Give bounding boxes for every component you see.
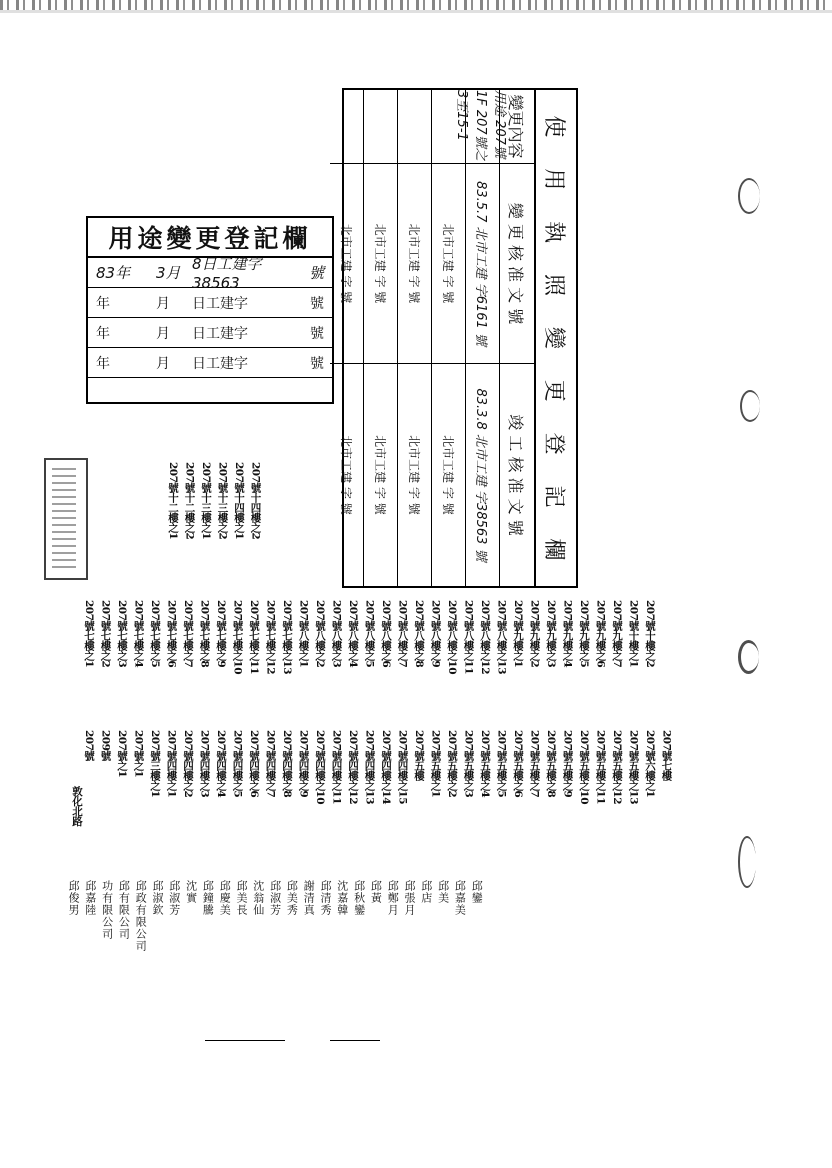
address-entry: 207號七樓之3 [116, 600, 128, 668]
address-entry: 207號八樓之3 [330, 600, 343, 668]
address-entry: 207號八樓之12 [479, 600, 491, 675]
table-row: 北市工建 字 號 北市工建 字 號 [363, 90, 397, 586]
owner-name: 沈嘉韓 [335, 880, 349, 916]
address-entry: 207號十二樓之2 [183, 462, 196, 540]
owner-name: 沈實 [184, 880, 198, 904]
owner-name: 邱俊男 [67, 880, 80, 916]
registration-box-title: 用途變更登記欄 [88, 218, 332, 258]
address-entry: 207號九樓之5 [578, 600, 590, 668]
scan-mark [740, 390, 760, 422]
owner-name: 邱有限公司 [117, 880, 131, 940]
address-entry: 207號四樓之5 [231, 730, 244, 798]
address-entry: 207號七樓之9 [215, 600, 227, 668]
address-entry: 207號八樓之1 [297, 600, 310, 668]
address-entry: 207號四樓之3 [198, 730, 211, 798]
address-entry: 207號七樓之8 [198, 600, 211, 668]
address-entry: 207號八樓之2 [314, 600, 326, 668]
address-entry: 207號十二樓之1 [167, 462, 179, 540]
address-entry: 207號四樓之11 [330, 730, 343, 805]
address-entry: 207號十四樓之1 [233, 462, 245, 540]
address-entry: 207號八樓之8 [413, 600, 425, 668]
address-entry: 207號八樓之10 [446, 600, 458, 675]
address-entry: 207號八樓之9 [429, 600, 442, 668]
license-change-table [339, 88, 578, 588]
header-completion-approval: 竣 工 核 准 文 號 [506, 414, 526, 536]
registration-row: 年 月 日工建字 號 [88, 288, 332, 318]
table-row: 北市工建 字 號 北市工建 字 號 [330, 90, 363, 586]
owner-name: 邱張月 [403, 880, 416, 916]
owner-name: 邱鑾 [470, 880, 484, 904]
address-entry: 207號八樓之5 [363, 600, 376, 668]
address-entry: 207號九樓之7 [611, 600, 623, 668]
owner-name: 邱淑欽 [151, 880, 164, 916]
address-entry: 207號七樓之2 [99, 600, 112, 668]
license-table-header [499, 90, 534, 586]
address-entry: 207號四樓之1 [165, 730, 178, 798]
address-entry: 207號八樓之7 [396, 600, 409, 668]
scan-mark [738, 178, 760, 214]
address-entry: 207號五樓之8 [545, 730, 557, 798]
address-entry: 207號五樓之10 [578, 730, 590, 805]
address-entry: 207號六樓之1 [644, 730, 656, 798]
address-entry: 207號八樓之4 [347, 600, 359, 668]
address-entry: 207號五樓 [413, 730, 425, 781]
address-entry: 207號五樓之7 [528, 730, 541, 798]
registration-row-empty [88, 378, 332, 408]
address-entry: 207號十樓之2 [644, 600, 656, 668]
header-change-approval: 變 更 核 准 文 號 [500, 164, 534, 364]
registration-row: 年 月 日工建字 號 [88, 318, 332, 348]
address-entry: 207號五樓之3 [462, 730, 475, 798]
owner-name: 謝清真 [302, 880, 316, 916]
address-entry: 207號十三樓之1 [200, 462, 212, 540]
address-street-header: 敦化北路 [71, 786, 83, 826]
owner-name: 邱黃 [369, 880, 383, 904]
address-entry: 207號十三樓之2 [216, 462, 229, 540]
owner-name: 邱淑芳 [268, 880, 282, 916]
address-entry: 207號四樓之7 [264, 730, 277, 798]
scan-mark [738, 640, 759, 674]
address-entry: 207號四樓之12 [347, 730, 359, 805]
address-entry: 207號九樓之6 [594, 600, 607, 668]
table-row: 北市工建 字 號 北市工建 字 號 [397, 90, 431, 586]
owner-name: 邱鄭月 [386, 880, 400, 916]
owner-name: 邱嘉美 [453, 880, 467, 916]
official-seal-stamp [44, 458, 88, 580]
address-entry: 207號七樓之7 [182, 600, 194, 668]
address-entry: 207號四樓之10 [314, 730, 326, 805]
address-entry: 207號八樓之13 [495, 600, 508, 675]
owner-name: 邱清秀 [319, 880, 332, 916]
address-entry: 207號四樓之8 [281, 730, 293, 798]
owner-name: 邱嘉陸 [83, 880, 97, 916]
scan-edge-noise [0, 0, 832, 10]
owner-name: 功有限公司 [100, 880, 114, 940]
address-entry: 207號 [83, 730, 95, 761]
address-entry: 207號五樓之11 [594, 730, 607, 805]
address-entry: 207號五樓之4 [479, 730, 491, 798]
address-entry: 207號五樓之9 [561, 730, 574, 798]
reg-month: 3月 [156, 264, 181, 282]
address-entry: 207號四樓之14 [380, 730, 392, 805]
owner-name: 邱店 [419, 880, 433, 904]
address-entry: 207號七樓之5 [149, 600, 161, 668]
address-entry: 207號七樓之1 [83, 600, 95, 668]
scan-line [205, 1040, 285, 1041]
address-entry: 207號之1 [132, 730, 145, 778]
reg-year: 83年 [96, 264, 131, 282]
address-entry: 207號七樓 [660, 730, 673, 781]
owner-name: 邱美 [436, 880, 450, 904]
address-entry: 207號八樓之6 [380, 600, 392, 668]
address-entry: 207號十四樓之2 [249, 462, 262, 540]
owner-name: 邱慶美 [218, 880, 232, 916]
address-entry: 207號九樓之3 [545, 600, 557, 668]
address-entry: 207號四樓之13 [363, 730, 376, 805]
owner-name: 邱政有限公司 [134, 880, 148, 952]
address-entry: 207號四樓之6 [248, 730, 260, 798]
usage-change-registration-box [86, 216, 334, 404]
address-entry: 207號七樓之12 [264, 600, 277, 675]
address-entry: 207號五樓之1 [429, 730, 442, 798]
scan-edge-shadow [0, 10, 832, 13]
address-entry: 209號 [99, 730, 112, 761]
row-change-no: 83.5.7 北市工建 字6161 號 [466, 164, 499, 364]
address-entry: 207號五樓之2 [446, 730, 458, 798]
address-entry: 207號四樓之15 [396, 730, 409, 805]
address-entry: 207號七樓之13 [281, 600, 293, 675]
scan-line [330, 1040, 380, 1041]
address-entry: 207號十樓之1 [627, 600, 640, 668]
address-entry: 207號七樓之6 [165, 600, 178, 668]
address-entry: 207號八樓之11 [462, 600, 475, 675]
license-change-table-wrapper [339, 88, 578, 588]
address-entry: 207號九樓之1 [512, 600, 524, 668]
row-content: 用途 207號1F 207號之3至15-1 [466, 90, 499, 164]
table-row: 北市工建 字 號 北市工建 字 號 [431, 90, 465, 586]
license-table-title: 使 用 執 照 變 更 登 記 欄 [534, 90, 576, 586]
address-entry: 207號四樓之2 [182, 730, 194, 798]
header-change-content: 變更內容 [500, 90, 534, 164]
registration-row [88, 255, 332, 292]
address-entry: 207號五樓之6 [512, 730, 524, 798]
address-entry: 207號之1 [116, 730, 128, 778]
address-entry: 207號九樓之4 [561, 600, 574, 668]
registration-row: 年 月 日工建字 號 [88, 348, 332, 378]
owner-name: 沈翁仙 [251, 880, 265, 916]
reg-suffix: 號 [308, 264, 324, 282]
owner-name: 邱美秀 [285, 880, 299, 916]
address-entry: 207號五樓之13 [627, 730, 640, 805]
address-entry: 207號四樓之9 [297, 730, 310, 798]
address-entry: 207號七樓之4 [132, 600, 145, 668]
owner-name: 邱秋鑾 [352, 880, 366, 916]
address-entry: 207號七樓之10 [231, 600, 244, 675]
address-entry: 207號九樓之2 [528, 600, 541, 668]
owner-name: 邱鐘騰 [201, 880, 215, 916]
row-done-no: 83.3.8 北市工建 字38563 號 [473, 388, 488, 562]
address-entry: 207號四樓之4 [215, 730, 227, 798]
owner-name: 邱淑芳 [167, 880, 181, 916]
owner-name: 邱美長 [235, 880, 248, 916]
address-entry: 207號三樓之1 [149, 730, 161, 798]
reg-day-permit: 8日工建字38563 [192, 255, 262, 292]
address-entry: 207號七樓之11 [248, 600, 260, 675]
address-entry: 207號五樓之5 [495, 730, 508, 798]
scan-mark [738, 836, 756, 888]
table-row [454, 90, 507, 586]
address-entry: 207號五樓之12 [611, 730, 623, 805]
